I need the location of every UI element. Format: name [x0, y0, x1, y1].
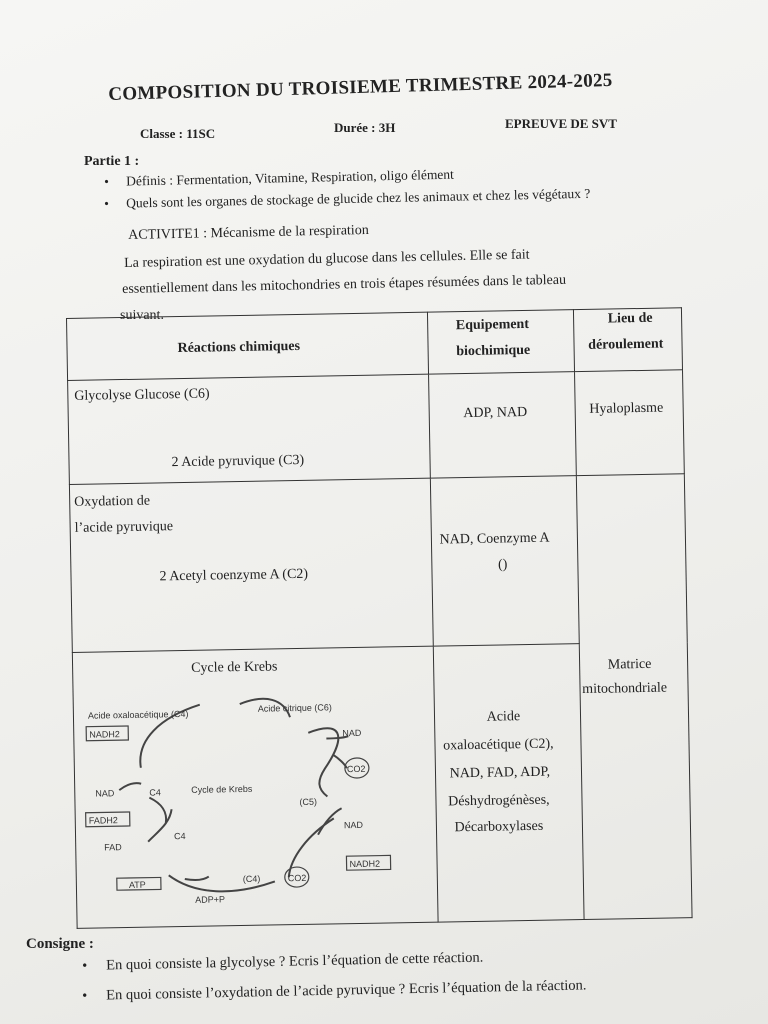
krebs-cycle-diagram — [80, 687, 404, 913]
krebs-title: Cycle de Krebs — [191, 659, 278, 676]
intro-line-2: essentiellement dans les mitochondries en trois étapes résumées dans le tableau — [122, 272, 567, 297]
matrice-lieu-1: Matrice — [607, 656, 652, 673]
table-header-row — [67, 308, 683, 381]
label-atp: ATP — [128, 879, 146, 890]
label-c4-left: C4 — [149, 787, 161, 798]
glycolyse-equipement: ADP, NAD — [463, 404, 528, 422]
label-adp-p: ADP+P — [195, 894, 226, 905]
label-nadh2-top: NADH2 — [89, 729, 120, 740]
label-cycle-center: Cycle de Krebs — [191, 783, 253, 795]
label-c4-mid: C4 — [173, 830, 186, 842]
oxydation-top-2: l’acide pyruvique — [74, 519, 174, 536]
duree-label: Durée : 3H — [334, 120, 396, 135]
oxydation-equipement-1: NAD, Coenzyme A — [439, 530, 550, 548]
oxydation-reaction-cell — [69, 478, 433, 652]
krebs-arrow-left-lower — [148, 809, 173, 841]
oxydation-bottom: 2 Acetyl coenzyme A (C2) — [159, 566, 309, 585]
glycolyse-lieu-cell — [574, 370, 684, 476]
bullet-dot: • — [82, 987, 88, 1004]
table-row-glycolyse — [68, 370, 685, 485]
label-nadh2-right: NADH2 — [349, 858, 381, 870]
header-lieu-cell — [573, 308, 682, 372]
label-acide-oxaloacetique: Acide oxaloacétique (C4) — [87, 708, 189, 721]
question-text: En quoi consiste la glycolyse ? Ecris l’équation de cette réaction. — [105, 949, 484, 974]
krebs-equipement-3: NAD, FAD, ADP, — [449, 764, 551, 782]
oxydation-equipement-cell — [430, 476, 579, 647]
intro-line-3: suivant. — [120, 308, 164, 323]
bullet-text: Quels sont les organes de stockage de glucide chez les animaux et chez les végétaux ? — [125, 185, 591, 211]
exam-title: COMPOSITION DU TROISIEME TRIMESTRE 2024-2025 — [108, 69, 613, 105]
krebs-branch-fadh2 — [149, 797, 166, 823]
partie1-bullet-1 — [104, 167, 454, 190]
krebs-reaction-cell — [72, 646, 437, 928]
krebs-equipement-4: Déshydrogénèses, — [448, 792, 550, 810]
matrice-lieu-cell — [576, 474, 692, 920]
label-fad: FAD — [104, 842, 122, 853]
intro-line-1: La respiration est une oxydation du glucose dans les cellules. Elle se fait — [124, 247, 530, 271]
partie1-heading: Partie 1 : — [84, 154, 140, 169]
activity-title: ACTIVITE1 : Mécanisme de la respiration — [128, 222, 369, 243]
oxydation-top-1: Oxydation de — [74, 493, 151, 510]
header-equipement-1: Equipement — [455, 316, 530, 334]
header-equipement-cell — [427, 310, 574, 375]
glycolyse-top: Glycolyse Glucose (C6) — [74, 386, 210, 404]
krebs-equipement-2: oxaloacétique (C2), — [443, 736, 554, 754]
label-acide-citrique: Acide citrique (C6) — [257, 702, 332, 714]
label-co2-top: CO2 — [346, 763, 366, 775]
glycolyse-bottom: 2 Acide pyruvique (C3) — [171, 452, 305, 471]
label-nad-mid-right: NAD — [343, 819, 363, 831]
header-reactions: Réactions chimiques — [177, 338, 301, 357]
header-equipement-2: biochimique — [456, 342, 531, 360]
krebs-arrow-right-lower — [288, 818, 335, 877]
krebs-equipement-1: Acide — [486, 709, 521, 725]
oxydation-equipement-2: () — [497, 557, 508, 573]
epreuve-label: EPREUVE DE SVT — [505, 116, 617, 131]
krebs-equipement-cell — [433, 644, 584, 923]
label-c4-bottom: (C4) — [242, 873, 261, 884]
bullet-text: Définis : Fermentation, Vitamine, Respiration, oligo élément — [125, 166, 455, 189]
consigne-heading: Consigne : — [26, 936, 94, 952]
header-lieu-1: Lieu de — [607, 310, 653, 327]
respiration-table — [66, 307, 693, 929]
glycolyse-equipement-cell — [428, 372, 576, 479]
krebs-branch-nad-left — [119, 783, 141, 790]
label-nad-top-right: NAD — [342, 727, 362, 739]
consigne-question-2 — [82, 977, 587, 1005]
matrice-lieu-2: mitochondriale — [582, 680, 668, 698]
glycolyse-reaction-cell — [68, 374, 430, 484]
krebs-equipement-5: Décarboxylases — [454, 818, 544, 836]
header-lieu-2: déroulement — [588, 336, 664, 353]
krebs-branch-atp — [185, 877, 209, 881]
glycolyse-lieu: Hyaloplasme — [589, 400, 664, 417]
bullet-dot: • — [104, 195, 110, 211]
label-c5: (C5) — [299, 796, 318, 807]
header-reactions-cell — [67, 312, 429, 380]
label-co2-bottom: CO2 — [287, 872, 307, 884]
question-text: En quoi consiste l’oxydation de l’acide pyruvique ? Ecris l’équation de la réaction. — [105, 977, 587, 1004]
consigne-question-1 — [82, 950, 484, 975]
label-fadh2: FADH2 — [88, 815, 118, 826]
classe-label: Classe : 11SC — [140, 126, 216, 141]
bullet-dot: • — [104, 173, 110, 189]
partie1-bullet-2 — [104, 186, 590, 212]
bullet-dot: • — [82, 957, 88, 974]
table-row-oxydation — [69, 474, 687, 653]
label-nad-left: NAD — [95, 788, 115, 799]
